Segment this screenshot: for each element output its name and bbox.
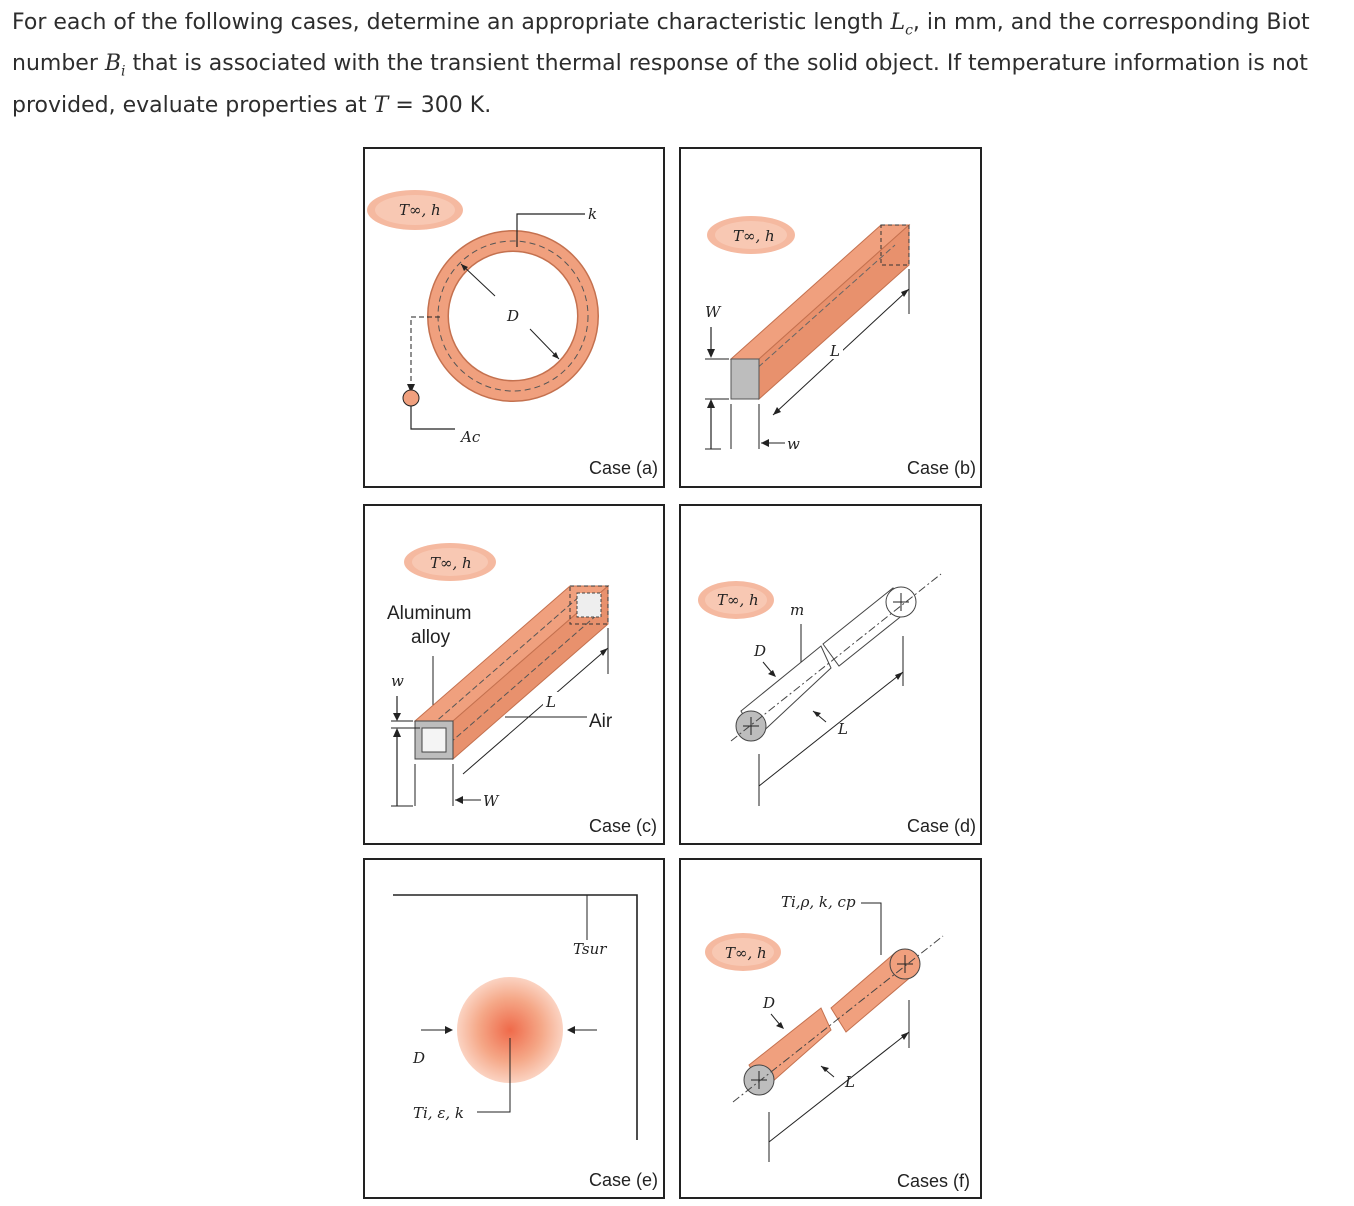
case-f-figure xyxy=(681,860,984,1201)
case-e-D-label: D xyxy=(413,1049,426,1067)
case-d-panel xyxy=(679,504,982,845)
case-a-panel xyxy=(363,147,665,488)
case-f-panel xyxy=(679,858,982,1199)
case-c-w-label: w xyxy=(391,672,404,690)
case-e-panel xyxy=(363,858,665,1199)
case-c-L-label: L xyxy=(546,693,556,711)
problem-text-1: For each of the following cases, determine an appropriate characteristic length xyxy=(12,10,891,35)
lc-symbol: $L_c$ xyxy=(890,10,913,39)
case-e-props-label: Ti, ε, k xyxy=(413,1104,465,1122)
case-e-Tsur-label: Tsur xyxy=(573,940,607,958)
case-b-figure xyxy=(681,149,984,490)
case-d-L-label: L xyxy=(838,720,848,738)
case-e-caption: Case (e) xyxy=(589,1170,659,1190)
case-d-figure xyxy=(681,506,984,847)
case-c-figure xyxy=(365,506,667,847)
case-b-panel xyxy=(679,147,982,488)
problem-text-4: = 300 K. xyxy=(388,92,492,118)
case-a-D-label: D xyxy=(507,307,520,325)
case-c-fluid-label: T∞, h xyxy=(430,554,472,572)
t-symbol: T xyxy=(373,92,389,118)
case-b-fluid-label: T∞, h xyxy=(733,227,775,245)
case-c-air-label: Air xyxy=(589,711,613,732)
case-f-D-label: D xyxy=(763,994,776,1012)
case-c-caption: Case (c) xyxy=(589,816,658,836)
case-a-caption: Case (a) xyxy=(589,458,659,478)
case-b-L-label: L xyxy=(830,342,840,360)
case-d-m-label: m xyxy=(790,601,805,619)
case-f-caption: Cases (f) xyxy=(897,1171,971,1191)
case-c-W-label: W xyxy=(483,792,499,810)
case-c-panel xyxy=(363,504,665,845)
problem-statement xyxy=(12,6,1342,122)
case-c-material-line2: alloy xyxy=(411,627,451,648)
case-d-caption: Case (d) xyxy=(907,816,977,836)
case-b-w-label: w xyxy=(787,435,800,453)
case-a-Ac-label: Ac xyxy=(461,428,481,446)
case-b-W-label: W xyxy=(705,303,721,321)
bi-symbol: $B_i$ xyxy=(104,51,126,80)
case-a-fluid-label: T∞, h xyxy=(399,201,441,219)
case-d-D-label: D xyxy=(754,642,767,660)
case-f-fluid-label: T∞, h xyxy=(725,944,767,962)
case-a-figure xyxy=(365,149,667,490)
case-b-caption: Case (b) xyxy=(907,458,977,478)
case-e-figure xyxy=(365,860,667,1201)
case-f-L-label: L xyxy=(845,1073,855,1091)
case-d-fluid-label: T∞, h xyxy=(717,591,759,609)
case-a-k-label: k xyxy=(588,205,598,223)
case-c-material-line1: Aluminum xyxy=(387,603,472,624)
case-f-props-label: Ti,ρ, k, cp xyxy=(781,893,856,911)
problem-text-3: that is associated with the transient thermal response of the solid object. If temperature information is not provided, evaluate properties at xyxy=(12,51,1308,118)
problem-text-2: , in mm, and the corresponding Biot number xyxy=(12,10,1310,77)
